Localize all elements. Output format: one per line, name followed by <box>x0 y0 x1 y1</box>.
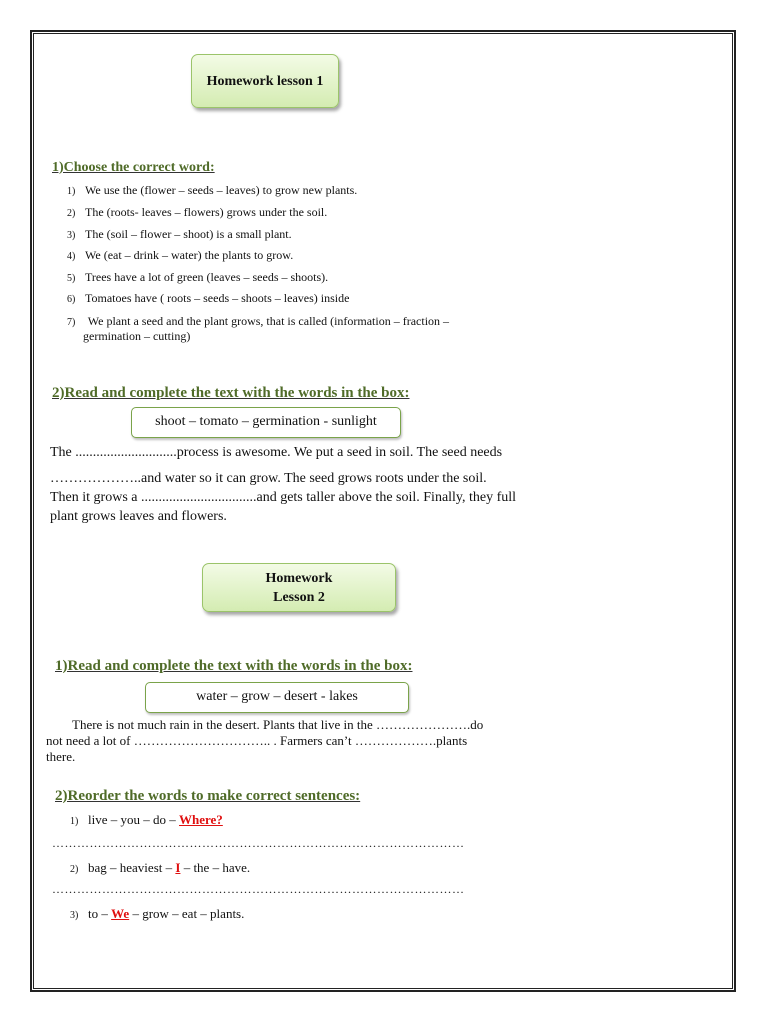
text-line: Then it grows a .................................and gets taller above the soil. Finally, they full <box>50 490 517 505</box>
text-line: there. <box>46 749 76 764</box>
text-line: The .............................process is awesome. We put a seed in soil. The seed needs <box>50 445 503 460</box>
list-item: 4) We (eat – drink – water) the plants to grow. <box>67 248 294 262</box>
text-line: There is not much rain in the desert. Plants that live in the ………………….do <box>72 717 484 732</box>
word-box-text: water – grow – desert - lakes <box>196 689 358 704</box>
lesson1-section2-heading: 2)Read and complete the text with the words in the box: <box>52 385 410 401</box>
list-item: 1) We use the (flower – seeds – leaves) to grow new plants. <box>67 183 358 197</box>
word-box <box>145 682 409 713</box>
word-box <box>131 407 401 438</box>
text-line: not need a lot of ………………………….. . Farmers can’t ……………….plants <box>46 733 468 748</box>
lesson1-title-box <box>191 54 339 108</box>
text-line: ………………..and water so it can grow. The seed grows roots under the soil. <box>50 471 487 486</box>
list-item: 5) Trees have a lot of green (leaves – seeds – shoots). <box>67 270 329 284</box>
list-item-continuation: germination – cutting) <box>83 329 191 343</box>
highlighted-word: I <box>175 860 181 875</box>
lesson1-section1-heading: 1)Choose the correct word: <box>52 160 215 175</box>
list-item: 3) The (soil – flower – shoot) is a small plant. <box>67 227 292 241</box>
list-item: 2) The (roots- leaves – flowers) grows under the soil. <box>67 205 328 219</box>
list-item: 3) to – We – grow – eat – plants. <box>70 906 245 921</box>
answer-line: ……………………………………………………………………………………… <box>52 836 465 850</box>
list-item: 6) Tomatoes have ( roots – seeds – shoots – leaves) inside <box>67 291 350 305</box>
lesson2-title-line2: Lesson 2 <box>273 589 325 605</box>
lesson1-title: Homework lesson 1 <box>206 73 324 89</box>
highlighted-word: We <box>111 906 130 921</box>
list-item: 7) We plant a seed and the plant grows, that is called (information – fraction – <box>67 314 450 328</box>
lesson2-section2-heading: 2)Reorder the words to make correct sentences: <box>55 788 361 804</box>
word-box-text: shoot – tomato – germination - sunlight <box>155 414 377 429</box>
lesson2-title-box <box>202 563 396 612</box>
highlighted-word: Where? <box>179 812 223 827</box>
list-item: 1) live – you – do – Where? <box>70 812 223 827</box>
list-item: 2) bag – heaviest – I – the – have. <box>70 860 251 875</box>
lesson2-section1-heading: 1)Read and complete the text with the words in the box: <box>55 658 413 674</box>
lesson2-title-line1: Homework <box>265 570 333 586</box>
text-line: plant grows leaves and flowers. <box>50 509 227 524</box>
answer-line: ……………………………………………………………………………………… <box>52 882 465 896</box>
